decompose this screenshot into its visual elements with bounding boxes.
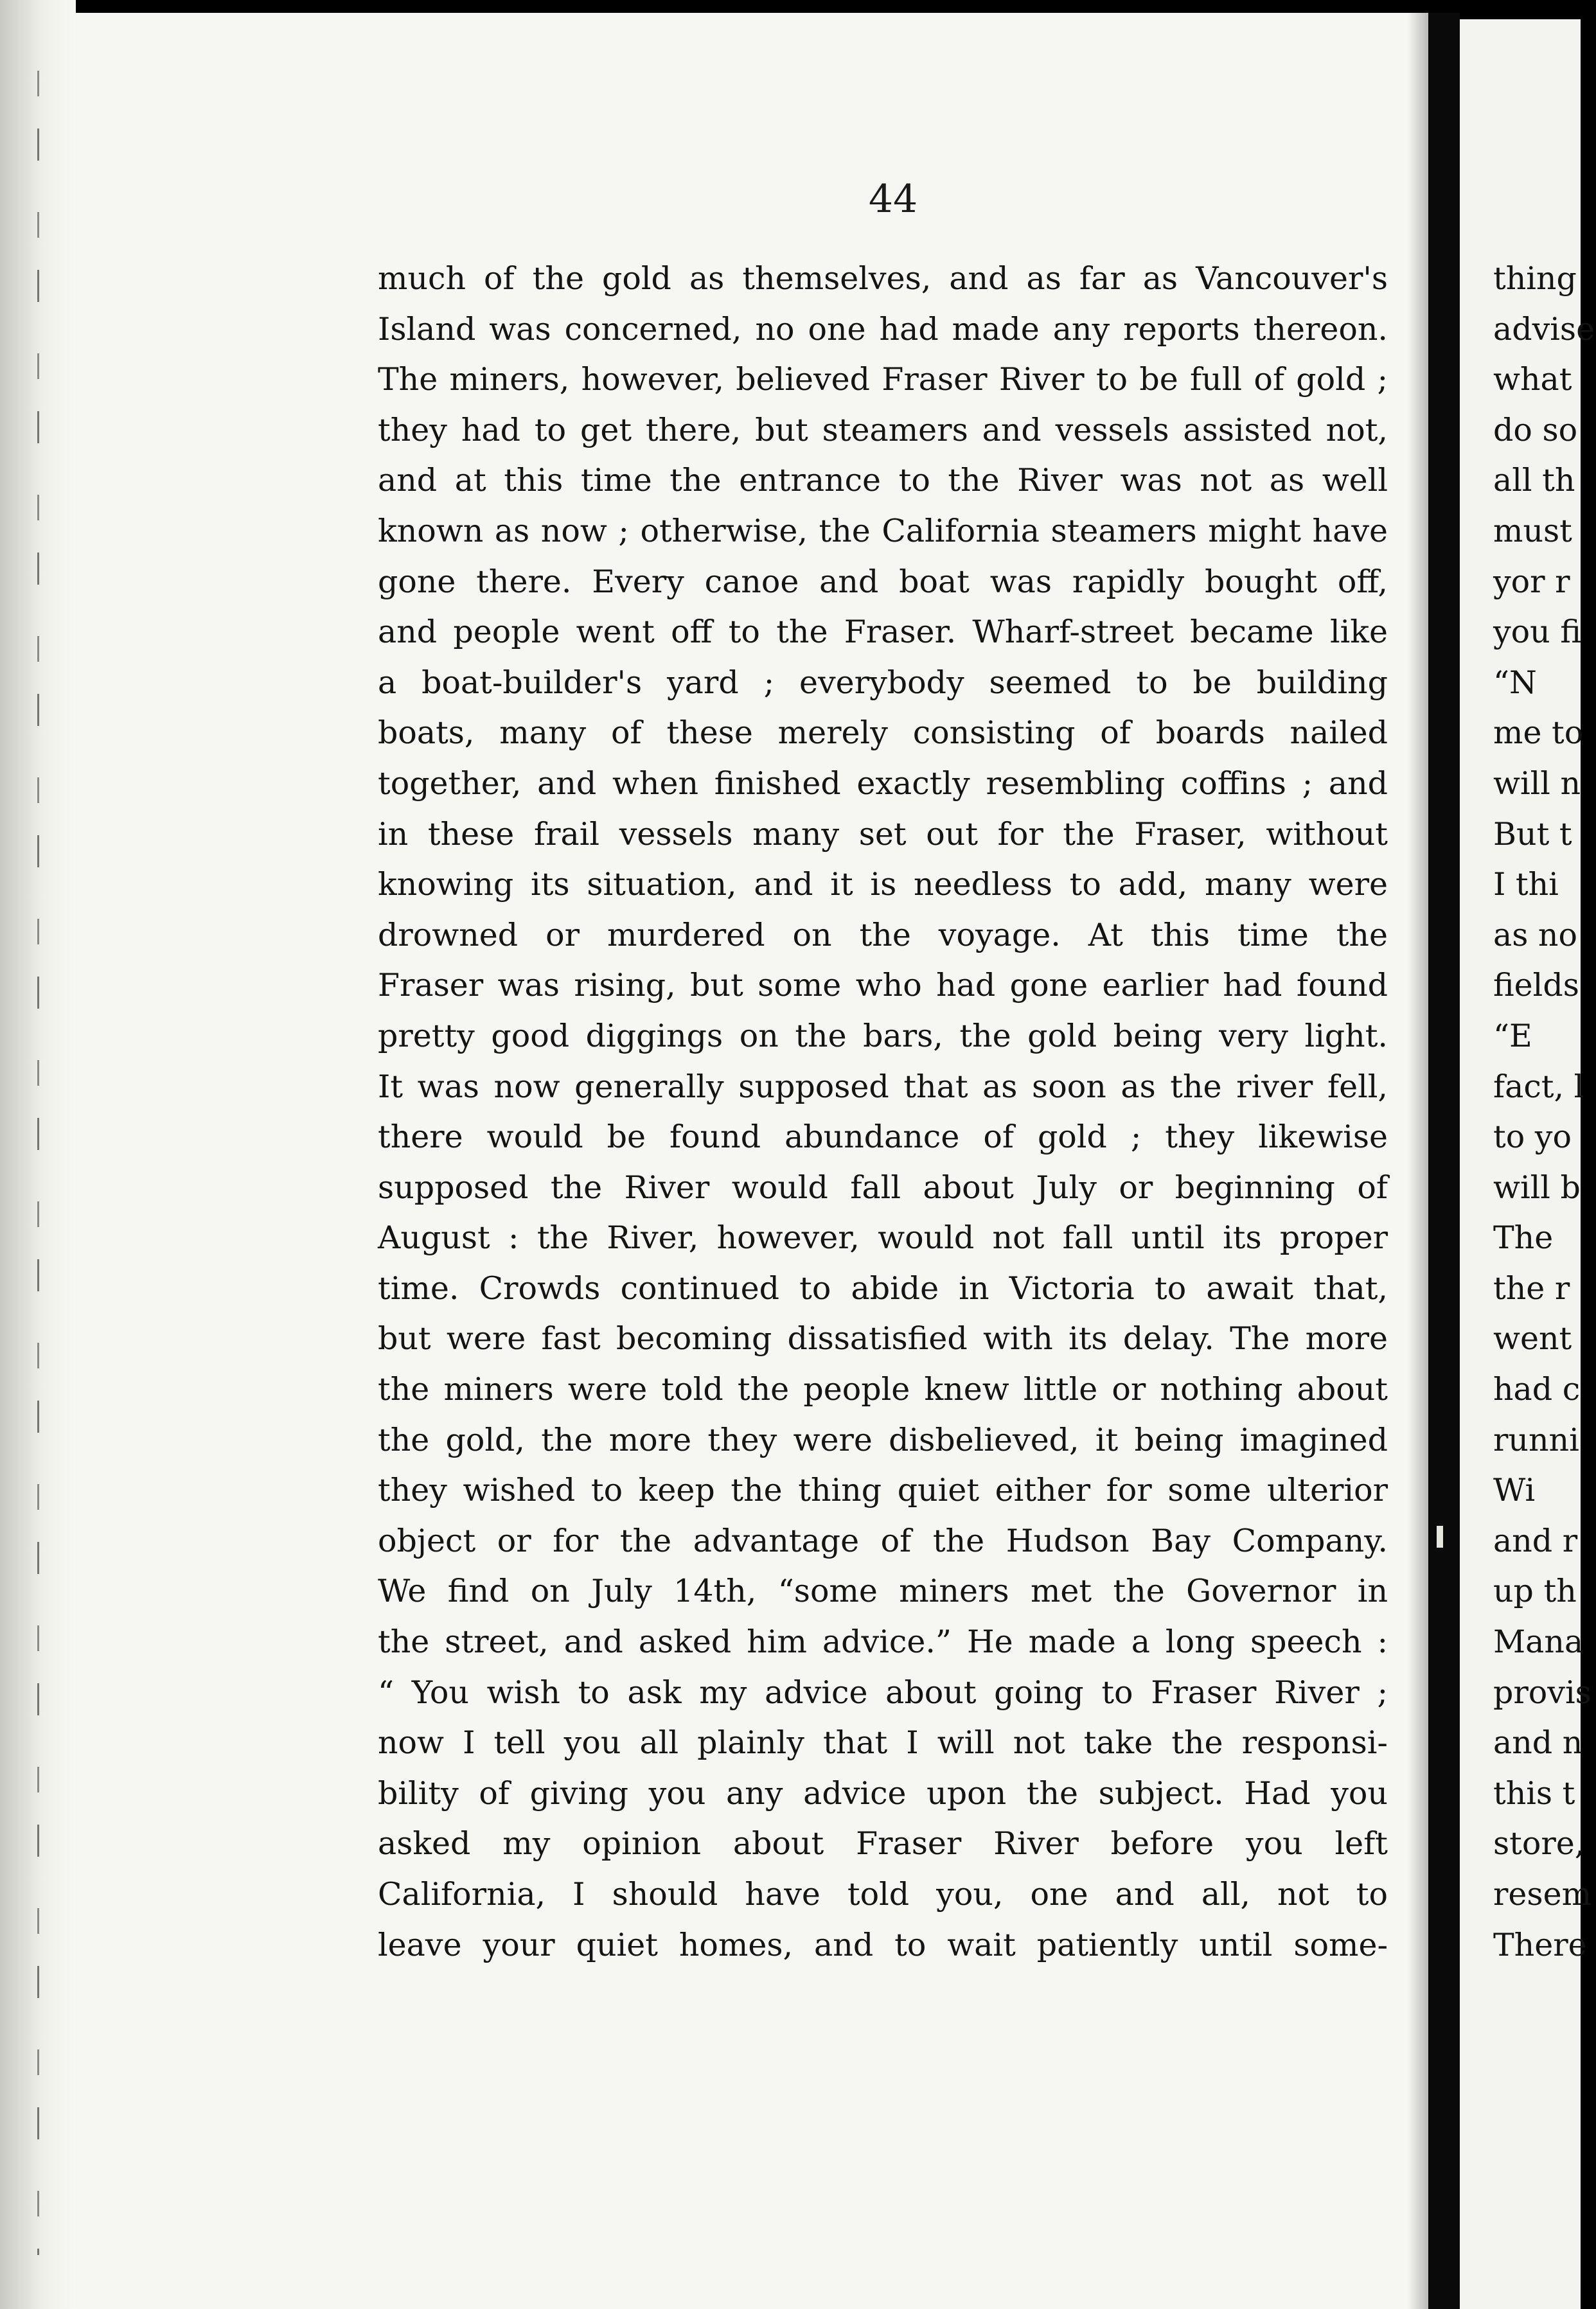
facing-page-line: But t <box>1493 815 1572 853</box>
text-line: leave your quiet homes, and to wait patiently until some- <box>378 1926 1388 1963</box>
text-line: in these frail vessels many set out for the Fraser, without <box>378 815 1388 853</box>
facing-page-line: provis <box>1493 1674 1592 1711</box>
facing-page-line: and n <box>1493 1724 1583 1762</box>
facing-page-line: you fi <box>1493 614 1581 651</box>
facing-page-line: do so <box>1493 411 1578 448</box>
text-line: known as now ; otherwise, the California steamers might have <box>378 512 1388 549</box>
text-line: “ You wish to ask my advice about going to Fraser River ; <box>378 1674 1388 1711</box>
text-line: and at this time the entrance to the River was not as well <box>378 462 1388 499</box>
text-line: pretty good diggings on the bars, the gold being very light. <box>378 1017 1388 1054</box>
facing-page-line: fields <box>1493 967 1579 1004</box>
facing-page-line: all th <box>1493 462 1575 499</box>
text-line: but were fast becoming dissatisfied with its delay. The more <box>378 1320 1388 1358</box>
facing-page-line: to yo <box>1493 1119 1572 1156</box>
text-line: object or for the advantage of the Hudson Bay Company. <box>378 1522 1388 1559</box>
facing-page-line: must <box>1493 512 1572 549</box>
facing-page-line: yor r <box>1493 563 1570 600</box>
facing-page-line: will n <box>1493 765 1581 802</box>
text-line: there would be found abundance of gold ; they likewise <box>378 1119 1388 1156</box>
facing-page-line: advise <box>1493 310 1595 348</box>
facing-page-line: Mana <box>1493 1623 1584 1661</box>
text-line: drowned or murdered on the voyage. At this time the <box>378 916 1388 953</box>
facing-page-line: runni <box>1493 1421 1579 1458</box>
text-line: much of the gold as themselves, and as far as Vancouver's <box>378 260 1388 297</box>
text-line: supposed the River would fall about July or beginning of <box>378 1169 1388 1206</box>
main-text-block <box>378 254 1388 1970</box>
text-line: The miners, however, believed Fraser River to be full of gold ; <box>378 361 1388 398</box>
page-number: 44 <box>868 177 918 222</box>
facing-page-line: Wi <box>1493 1472 1536 1509</box>
text-line: It was now generally supposed that as soon as the river fell, <box>378 1068 1388 1105</box>
text-line: August : the River, however, would not fall until its proper <box>378 1219 1388 1257</box>
text-line: now I tell you all plainly that I will not take the responsi- <box>378 1724 1388 1762</box>
facing-page-line: “E <box>1493 1017 1532 1054</box>
text-line: the gold, the more they were disbelieved, it being imagined <box>378 1421 1388 1458</box>
text-line: together, and when finished exactly resembling coffins ; and <box>378 765 1388 802</box>
facing-page-line: store, <box>1493 1825 1585 1862</box>
facing-page-line: this t <box>1493 1774 1575 1812</box>
facing-page-text-block <box>1493 254 1596 1970</box>
facing-page-line: will b <box>1493 1169 1581 1206</box>
text-line: California, I should have told you, one and all, not to <box>378 1876 1388 1913</box>
text-line: they wished to keep the thing quiet either for some ulterior <box>378 1472 1388 1509</box>
text-line: boats, many of these merely consisting of boards nailed <box>378 714 1388 752</box>
page-shadow <box>1407 13 1429 2309</box>
text-line: asked my opinion about Fraser River before you left <box>378 1825 1388 1862</box>
facing-page-line: went <box>1493 1320 1572 1358</box>
text-line: and people went off to the Fraser. Wharf-street became like <box>378 614 1388 651</box>
text-line: We find on July 14th, “some miners met the Governor in <box>378 1573 1388 1610</box>
page-edge-nick <box>1437 1526 1443 1548</box>
facing-page-line: resem <box>1493 1876 1592 1913</box>
facing-page-line: as no <box>1493 916 1577 953</box>
text-line: Island was concerned, no one had made any reports thereon. <box>378 310 1388 348</box>
binding-edge-mark <box>37 71 39 2255</box>
text-line: the street, and asked him advice.” He made a long speech : <box>378 1623 1388 1661</box>
page-gutter <box>1429 13 1460 2309</box>
text-line: they had to get there, but steamers and vessels assisted not, <box>378 411 1388 448</box>
text-line: gone there. Every canoe and boat was rapidly bought off, <box>378 563 1388 600</box>
left-page-edge <box>0 0 76 2309</box>
text-line: bility of giving you any advice upon the subject. Had you <box>378 1774 1388 1812</box>
facing-page-line: I thi <box>1493 866 1559 903</box>
facing-page-line: me to <box>1493 714 1584 752</box>
facing-page-line: had c <box>1493 1371 1581 1408</box>
facing-page-line: the r <box>1493 1270 1570 1307</box>
text-line: the miners were told the people knew little or nothing about <box>378 1371 1388 1408</box>
facing-page-line: thing <box>1493 260 1577 297</box>
text-line: a boat-builder's yard ; everybody seemed to be building <box>378 664 1388 701</box>
text-line: Fraser was rising, but some who had gone earlier had found <box>378 967 1388 1004</box>
facing-page-line: up th <box>1493 1573 1577 1610</box>
facing-page-line: fact, l <box>1493 1068 1584 1105</box>
text-line: knowing its situation, and it is needless to add, many were <box>378 866 1388 903</box>
text-line: time. Crowds continued to abide in Victoria to await that, <box>378 1270 1388 1307</box>
facing-page-line: There <box>1493 1926 1587 1963</box>
facing-page-line: The <box>1493 1219 1554 1257</box>
facing-page-line: what <box>1493 361 1572 398</box>
facing-page-line: “N <box>1493 664 1537 701</box>
facing-page-line: and r <box>1493 1522 1578 1559</box>
